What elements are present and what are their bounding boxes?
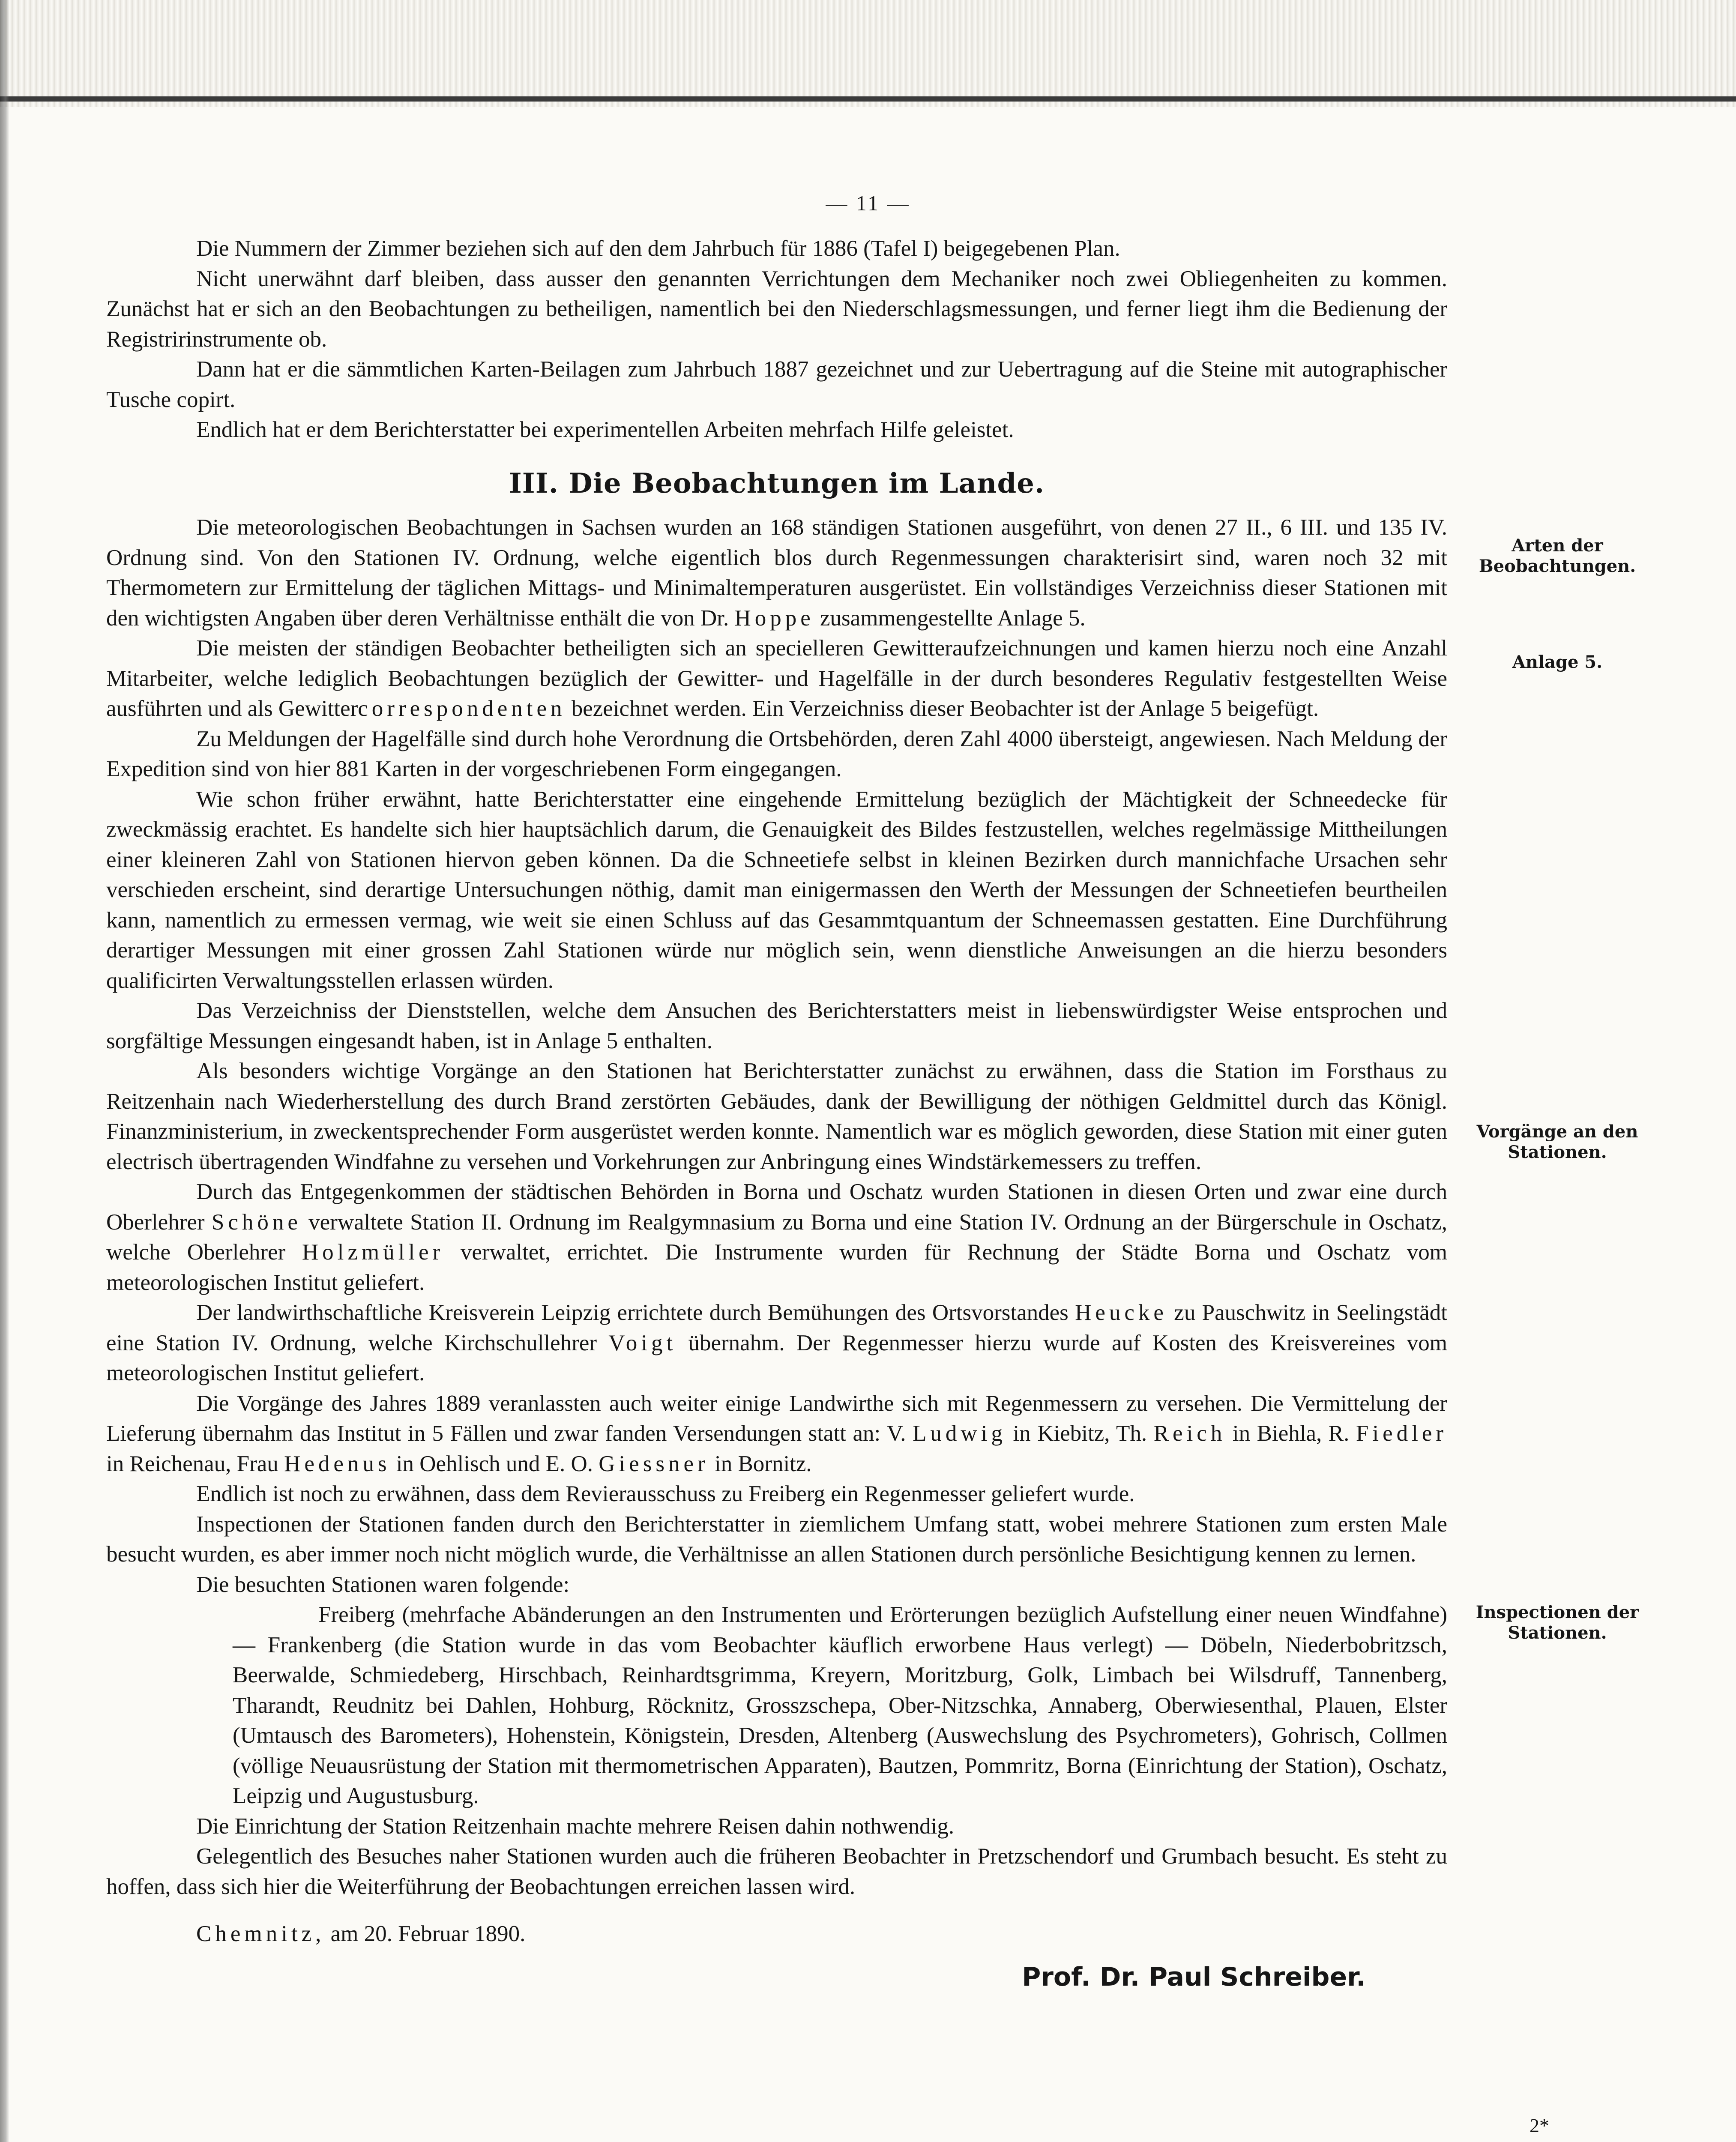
person-name: Fiedler: [1356, 1421, 1447, 1446]
section-heading: III. Die Beobachtungen im Lande.: [509, 467, 1045, 500]
paragraph: Wie schon früher erwähnt, hatte Berichterstatter eine eingehende Ermittelung bezüglich der Mächtigkeit der Schneedecke für zweckmässig erachtet. Es handelte sich hier hauptsächlich darum, die Genauigkeit des Bildes festzustellen, welches regelmässige Mittheilungen einer kleineren Zahl von Stationen hiervon geben können. Da die Schneetiefe selbst in kleinen Bezirken durch mannichfache Ursachen sehr verschieden erscheint, sind derartige Untersuchungen nöthig, damit man einigermassen den Werth der Messungen der Schneetiefen beurtheilen kann, namentlich zu ermessen vermag, wie weit sie einen Schluss auf das Gesammtquantum der Schneemassen gestatten. Eine Durchführung derartiger Messungen mit einer grossen Zahl Stationen würde nur möglich sein, wenn dienstliche Anweisungen an die hierzu besonders qualificirten Verwaltungsstellen erlassen würden.: [106, 787, 1447, 993]
person-name: Hedenus: [284, 1451, 391, 1476]
person-name: Voigt: [608, 1330, 677, 1355]
margin-note-anlage: Anlage 5.: [1512, 652, 1603, 672]
signature: Prof. Dr. Paul Schreiber.: [1022, 1962, 1366, 1992]
paragraph: Die Nummern der Zimmer beziehen sich auf den dem Jahrbuch für 1886 (Tafel I) beigegebenen Plan.: [196, 236, 1120, 261]
place-name: Chemnitz,: [196, 1921, 325, 1946]
paragraph: Die Einrichtung der Station Reitzenhain machte mehrere Reisen dahin nothwendig.: [196, 1813, 955, 1839]
person-name: Holzmüller: [302, 1240, 444, 1265]
paragraph: Gelegentlich des Besuches naher Stationen wurden auch die früheren Beobachter in Pretzschendorf und Grumbach besucht. Es steht zu hoffen, dass sich hier die Weiterführung der Beobachtungen erreichen lassen wird.: [106, 1844, 1447, 1899]
margin-note-vorgaenge: Vorgänge an den Stationen.: [1476, 1122, 1638, 1162]
spaced-term: correspondenten: [358, 696, 566, 721]
margin-note-inspectionen: Inspectionen der Stationen.: [1476, 1602, 1639, 1643]
date-line: Chemnitz, am 20. Februar 1890.: [196, 1921, 526, 1946]
paragraph: Dann hat er die sämmtlichen Karten-Beilagen zum Jahrbuch 1887 gezeichnet und zur Uebertragung auf die Steine mit autographischer Tusche copirt.: [106, 357, 1447, 412]
main-text: [106, 233, 1447, 1992]
person-name: Schöne: [211, 1209, 302, 1235]
page-number: — 11 —: [826, 191, 910, 215]
paragraph: Endlich hat er dem Berichterstatter bei experimentellen Arbeiten mehrfach Hilfe geleistet.: [196, 417, 1014, 442]
paragraph: Zu Meldungen der Hagelfälle sind durch hohe Verordnung die Ortsbehörden, deren Zahl 4000 übersteigt, angewiesen. Nach Meldung der Expedition sind von hier 881 Karten in der vorgeschriebenen Form eingegangen.: [106, 726, 1447, 781]
top-rule: [0, 96, 1736, 102]
person-name: Heucke: [1075, 1300, 1167, 1325]
paragraph-vorgaenge-1889: Die Vorgänge des Jahres 1889 veranlassten auch weiter einige Landwirthe sich mit Regenmessern zu versehen. Die Vermittelung der Lieferung übernahm das Institut in 5 Fällen und zwar fanden Versendungen statt an: V. Ludwig in Kiebitz, Th. Reich in Biehla, R. Fiedler in Reichenau, Frau Hedenus in Oehlisch und E. O. Giessner in Bornitz.: [106, 1391, 1447, 1476]
binding-edge: [0, 0, 9, 2142]
paragraph: Die besuchten Stationen waren folgende:: [196, 1572, 570, 1597]
station-list: [106, 1600, 1447, 1811]
paragraph-gewitter: Die meisten der ständigen Beobachter betheiligten sich an specielleren Gewitteraufzeichnungen und kamen hierzu noch eine Anzahl Mitarbeiter, welche lediglich Beobachtungen bezüglich der Gewitter- und Hagelfälle in der durch besonderes Regulativ festgestellten Weise ausführten und als Gewittercorrespondenten bezeichnet werden. Ein Verzeichniss dieser Beobachter ist der Anlage 5 beigefügt.: [106, 636, 1447, 721]
margin-note-arten: Arten der Beobachtungen.: [1479, 536, 1636, 576]
station-list-text: Freiberg (mehrfache Abänderungen an den Instrumenten und Erörterungen bezüglich Aufstellung einer neuen Windfahne) — Frankenberg (die Station wurde in das vom Beobachter käuflich erworbene Haus verlegt) — Döbeln, Niederbobritzsch, Beerwalde, Schmiedeberg, Hirschbach, Reinhardtsgrimma, Kreyern, Moritzburg, Golk, Limbach bei Wilsdruff, Tannenberg, Tharandt, Reudnitz bei Dahlen, Hohburg, Röcknitz, Grosszschepa, Ober-Nitzschka, Annaberg, Oberwiesenthal, Plauen, Elster (Umtausch des Barometers), Hohenstein, Königstein, Dresden, Altenberg (Auswechslung des Psychrometers), Gohrisch, Collmen (völlige Neuausrüstung der Station mit thermometrischen Apparaten), Bautzen, Pommritz, Borna (Einrichtung der Station), Oschatz, Leipzig und Augustusburg.: [233, 1602, 1447, 1808]
paragraph-seelingstaedt: Der landwirthschaftliche Kreisverein Leipzig errichtete durch Bemühungen des Ortsvorstandes Heucke zu Pauschwitz in Seelingstädt eine Station IV. Ordnung, welche Kirchschullehrer Voigt übernahm. Der Regenmesser hierzu wurde auf Kosten des Kreisvereines vom meteorologischen Institut geliefert.: [106, 1300, 1448, 1385]
paragraph-borna: Durch das Entgegenkommen der städtischen Behörden in Borna und Oschatz wurden Stationen in diesen Orten und zwar eine durch Oberlehrer Schöne verwaltete Station II. Ordnung im Realgymnasium zu Borna und eine Station IV. Ordnung an der Bürgerschule in Oschatz, welche Oberlehrer Holzmüller verwaltet, errichtet. Die Instrumente wurden für Rechnung der Städte Borna und Oschatz vom meteorologischen Institut geliefert.: [106, 1179, 1448, 1295]
paragraph: Endlich ist noch zu erwähnen, dass dem Revierausschuss zu Freiberg ein Regenmesser geliefert wurde.: [196, 1481, 1135, 1506]
sheet-number: 2*: [1529, 2115, 1549, 2136]
person-name: Reich: [1153, 1421, 1226, 1446]
person-name: Ludwig: [913, 1421, 1006, 1446]
torn-top-edge: [0, 0, 1736, 107]
paragraph: Inspectionen der Stationen fanden durch den Berichterstatter in ziemlichem Umfang statt, wobei mehrere Stationen zum ersten Male besucht wurden, es aber immer noch nicht möglich wurde, die Verhältnisse an allen Stationen durch persönliche Besichtigung kennen zu lernen.: [106, 1511, 1447, 1567]
paragraph-meteo: Die meteorologischen Beobachtungen in Sachsen wurden an 168 ständigen Stationen ausgeführt, von denen 27 II., 6 III. und 135 IV. Ordnung sind. Von den Stationen IV. Ordnung, welche eigentlich blos durch Regenmessungen charakterisirt sind, waren noch 32 mit Thermometern zur Ermittelung der täglichen Mittags- und Minimaltemperaturen ausgerüstet. Ein vollständiges Verzeichniss dieser Stationen mit den wichtigsten Angaben über deren Verhältnisse enthält die von Dr. Hoppe zusammengestellte Anlage 5.: [106, 515, 1447, 631]
paragraph: Nicht unerwähnt darf bleiben, dass ausser den genannten Verrichtungen dem Mechaniker noch zwei Obliegenheiten zu kommen. Zunächst hat er sich an den Beobachtungen zu betheiligen, namentlich bei den Niederschlagsmessungen, und ferner liegt ihm die Bedienung der Registririnstrumente ob.: [106, 266, 1447, 352]
person-name: Hoppe: [734, 605, 814, 631]
paragraph: Das Verzeichniss der Dienststellen, welche dem Ansuchen des Berichterstatters meist in liebenswürdigster Weise entsprochen und sorgfältige Messungen eingesandt haben, ist in Anlage 5 enthalten.: [106, 998, 1447, 1053]
person-name: Giessner: [599, 1451, 709, 1476]
paragraph: Als besonders wichtige Vorgänge an den Stationen hat Berichterstatter zunächst zu erwähnen, dass die Station im Forsthaus zu Reitzenhain nach Wiederherstellung des durch Brand zerstörten Gebäudes, dank der Bewilligung der nöthigen Geldmittel durch das Königl. Finanzministerium, in zweckentsprechender Form ausgerüstet werden konnte. Namentlich war es möglich geworden, diese Station mit einer guten electrisch übertragenden Windfahne zu versehen und Vorkehrungen zur Anbringung eines Windstärkemessers zu treffen.: [106, 1059, 1447, 1174]
